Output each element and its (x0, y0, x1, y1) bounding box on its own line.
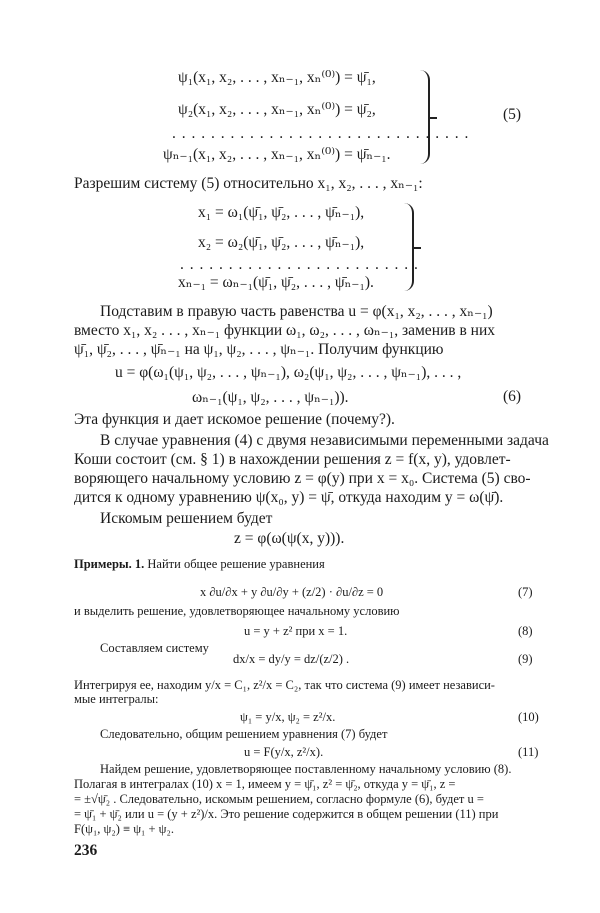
paragraph-cauchy-2: Коши состоит (см. § 1) в нахождении решения z = f(x, y), удовлет- (74, 451, 511, 468)
eq9-number: (9) (518, 652, 533, 666)
omega-brace (404, 203, 414, 291)
system5-brace (420, 70, 430, 164)
eq7: x ∂u/∂x + y ∂u/∂y + (z/2) · ∂u/∂z = 0 (200, 585, 384, 599)
system5-line-2: ψ₂(x₁, x₂, . . . , xₙ₋₁, xₙ⁽⁰⁾) = ψ̄₂, (178, 101, 376, 118)
eq5-number: (5) (503, 106, 522, 123)
eq7-number: (7) (518, 585, 533, 599)
examples-text-final-5: F(ψ₁, ψ₂) ≡ ψ₁ + ψ₂. (74, 822, 174, 836)
examples-text-general: Следовательно, общим решением уравнения (7) будет (100, 727, 388, 741)
examples-text-initial-condition: и выделить решение, удовлетворяющее начальному условию (74, 604, 400, 618)
paragraph-cauchy-4: дится к одному уравнению ψ(x₀, y) = ψ̄, откуда находим y = ω(ψ̄). (74, 489, 504, 506)
eq6-line-2: ωₙ₋₁(ψ₁, ψ₂, . . . , ψₙ₋₁)). (192, 389, 349, 406)
eq-solution: z = φ(ω(ψ(x, y))). (234, 530, 345, 547)
eq11: u = F(y/x, z²/x). (244, 745, 324, 759)
paragraph-substitute-3: ψ̄₁, ψ̄₂, . . . , ψ̄ₙ₋₁ на ψ₁, ψ₂, . . . , ψₙ₋₁. Получим функцию (74, 341, 444, 358)
omega-line-2: x₂ = ω₂(ψ̄₁, ψ̄₂, . . . , ψ̄ₙ₋₁), (198, 234, 365, 251)
paragraph-cauchy-3: воряющего начальному условию z = φ(y) при x = x₀. Система (5) сво- (74, 470, 531, 487)
system5-line-3: ψₙ₋₁(x₁, x₂, . . . , xₙ₋₁, xₙ⁽⁰⁾) = ψ̄ₙ₋₁. (163, 146, 391, 163)
paragraph-substitute-2: вместо x₁, x₂ . . . , xₙ₋₁ функции ω₁, ω₂, . . . , ωₙ₋₁, заменив в них (74, 322, 496, 339)
examples-text-final-2: Полагая в интегралах (10) x = 1, имеем y = ψ̄₁, z² = ψ̄₂, откуда y = ψ̄₁, z = (74, 777, 456, 791)
omega-line-1: x₁ = ω₁(ψ̄₁, ψ̄₂, . . . , ψ̄ₙ₋₁), (198, 204, 365, 221)
paragraph-substitute-1: Подставим в правую часть равенства u = φ(x₁, x₂, . . . , xₙ₋₁) (100, 303, 493, 320)
system5-dots: . . . . . . . . . . . . . . . . . . . . . . . . . . . . . . . (172, 125, 470, 142)
examples-text-final-1: Найдем решение, удовлетворяющее поставленному начальному условию (8). (100, 762, 512, 776)
eq8: u = y + z² при x = 1. (244, 624, 348, 638)
omega-dots: . . . . . . . . . . . . . . . . . . . . . . . . . (180, 256, 419, 273)
eq11-number: (11) (518, 745, 539, 759)
examples-label: Примеры. 1. (74, 557, 145, 571)
paragraph-sought-solution: Искомым решением будет (100, 510, 273, 527)
page-number: 236 (74, 842, 98, 859)
examples-text-integrating-1: Интегрируя ее, находим y/x = C₁, z²/x = C₂, так что система (9) имеет независи- (74, 678, 495, 692)
system5-line-1: ψ₁(x₁, x₂, . . . , xₙ₋₁, xₙ⁽⁰⁾) = ψ̄₁, (178, 69, 376, 86)
examples-text-final-3: = ±√ψ̄₂ . Следовательно, искомым решением, согласно формуле (6), будет u = (74, 792, 484, 806)
examples-heading (74, 557, 325, 572)
eq8-number: (8) (518, 624, 533, 638)
examples-text-compose: Составляем систему (100, 641, 209, 655)
paragraph-cauchy-1: В случае уравнения (4) с двумя независимыми переменными задача (100, 432, 549, 449)
omega-line-3: xₙ₋₁ = ωₙ₋₁(ψ̄₁, ψ̄₂, . . . , ψ̄ₙ₋₁). (178, 274, 374, 291)
eq10-number: (10) (518, 710, 539, 724)
eq9: dx/x = dy/y = dz/(z/2) . (233, 652, 350, 666)
examples-intro: Найти общее решение уравнения (147, 557, 325, 571)
examples-text-final-4: = ψ̄₁ + ψ̄₂ или u = (y + z²)/x. Это решение содержится в общем решении (11) при (74, 807, 499, 821)
eq6-number: (6) (503, 388, 522, 405)
paragraph-solve-system: Разрешим систему (5) относительно x₁, x₂, . . . , xₙ₋₁: (74, 175, 423, 192)
eq6-line-1: u = φ(ω₁(ψ₁, ψ₂, . . . , ψₙ₋₁), ω₂(ψ₁, ψ₂, . . . , ψₙ₋₁), . . . , (115, 364, 462, 381)
examples-text-integrating-2: мые интегралы: (74, 692, 159, 706)
eq10: ψ₁ = y/x, ψ₂ = z²/x. (240, 710, 336, 724)
paragraph-this-function: Эта функция и дает искомое решение (почему?). (74, 411, 395, 428)
